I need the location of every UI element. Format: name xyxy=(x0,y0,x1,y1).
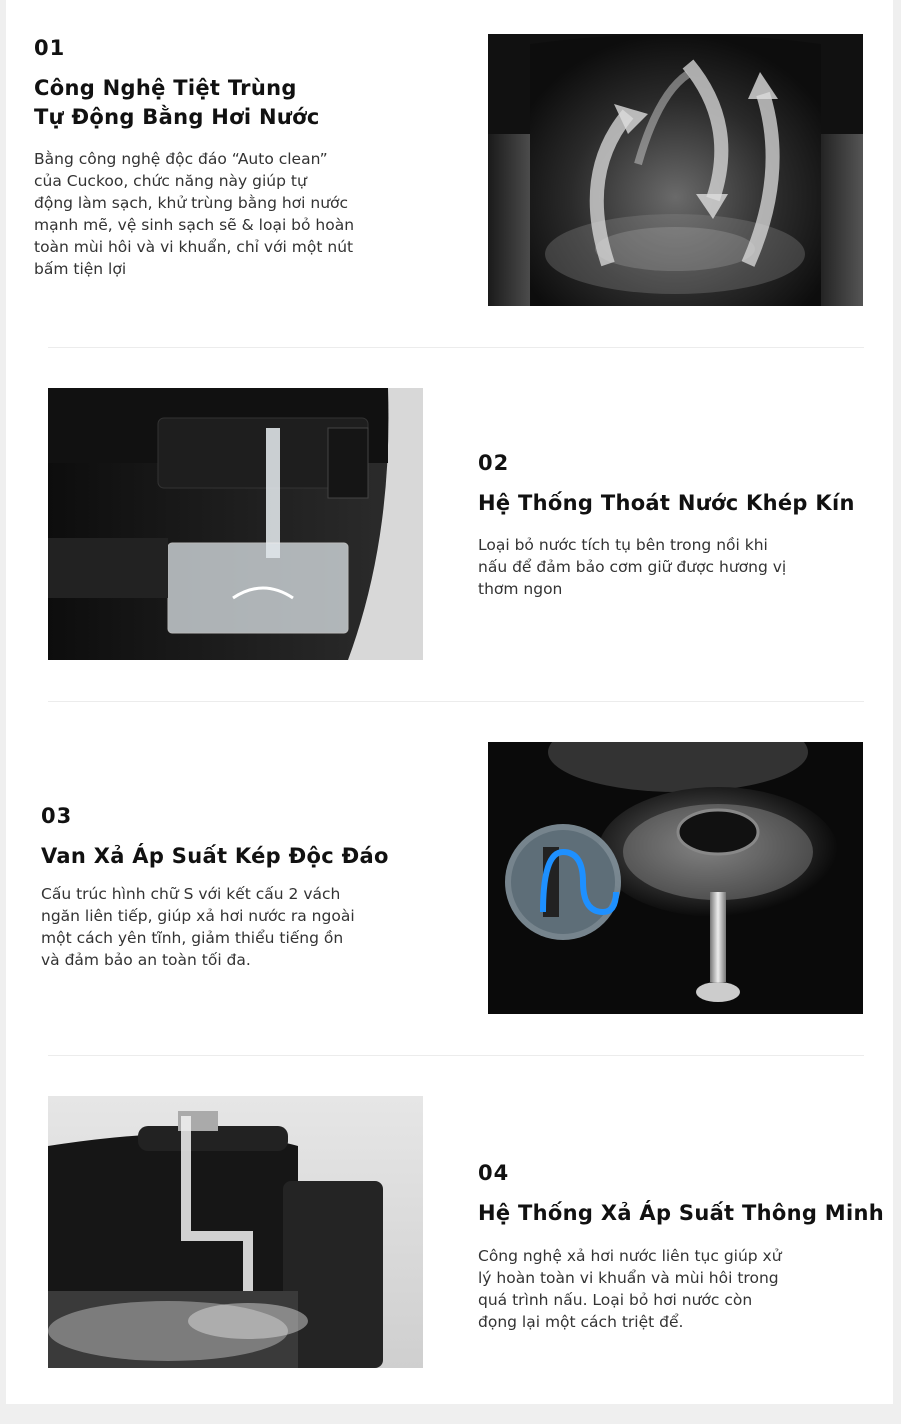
feature-number: 03 xyxy=(41,804,73,828)
feature-title: Hệ Thống Thoát Nước Khép Kín xyxy=(478,491,855,515)
water-drainage-image xyxy=(48,388,423,660)
feature-card xyxy=(6,0,893,1404)
feature-description: Công nghệ xả hơi nước liên tục giúp xử lý hoàn toàn vi khuẩn và mùi hôi trong quá trình nấu. Loại bỏ hơi nước còn đọng lại một cách triệt để. xyxy=(478,1247,782,1331)
pressure-valve-image xyxy=(488,742,863,1014)
section-divider xyxy=(48,347,864,348)
feature-title-line-2: Tự Động Bằng Hơi Nước xyxy=(34,105,320,129)
feature-title: Van Xả Áp Suất Kép Độc Đáo xyxy=(41,844,389,868)
steam-sterilization-image xyxy=(488,34,863,306)
section-divider xyxy=(48,701,864,702)
feature-title-line-1: Công Nghệ Tiệt Trùng xyxy=(34,76,297,100)
feature-description: Loại bỏ nước tích tụ bên trong nồi khi nấu để đảm bảo cơm giữ được hương vị thơm ngon xyxy=(478,536,787,598)
feature-number: 02 xyxy=(478,451,510,475)
feature-title: Hệ Thống Xả Áp Suất Thông Minh xyxy=(478,1201,884,1225)
section-divider xyxy=(48,1055,864,1056)
feature-description: Cấu trúc hình chữ S với kết cấu 2 vách ngăn liên tiếp, giúp xả hơi nước ra ngoài một cách yên tĩnh, giảm thiểu tiếng ồn và đảm bảo an toàn tối đa. xyxy=(41,885,355,969)
feature-number: 04 xyxy=(478,1161,510,1185)
smart-pressure-release-image xyxy=(48,1096,423,1368)
feature-description: Bằng công nghệ độc đáo “Auto clean” của Cuckoo, chức năng này giúp tự động làm sạch, khử trùng bằng hơi nước mạnh mẽ, vệ sinh sạch sẽ & loại bỏ hoàn toàn mùi hôi và vi khuẩn, chỉ với một nút bấm tiện lợi xyxy=(34,150,355,278)
feature-number: 01 xyxy=(34,36,66,60)
